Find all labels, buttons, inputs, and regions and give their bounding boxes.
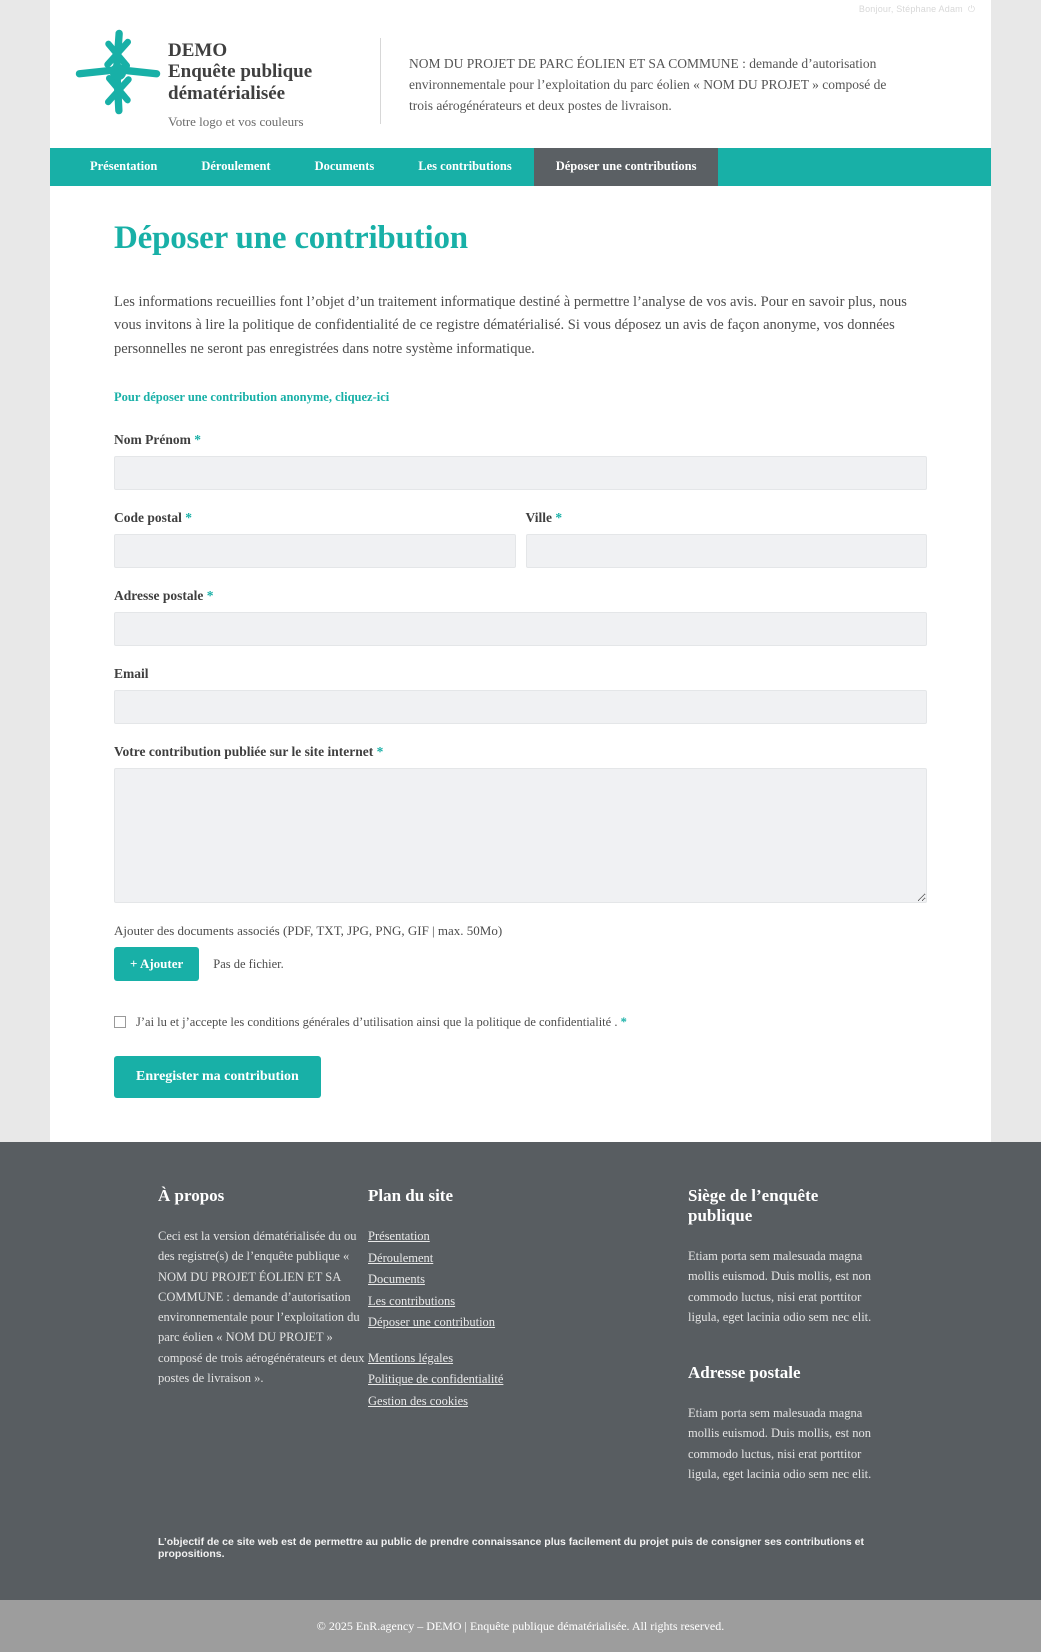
required-marker: * (194, 432, 201, 448)
logo-subtitle-2: dématérialisée (168, 82, 286, 104)
nav-item-presentation[interactable]: Présentation (90, 159, 158, 174)
name-input[interactable] (114, 456, 927, 490)
logo-title: DEMO (168, 40, 228, 61)
site-header (50, 18, 991, 148)
main-navigation (50, 148, 991, 186)
consent-row (114, 1015, 927, 1030)
field-label-city (526, 510, 928, 526)
field-label-address (114, 588, 927, 604)
footer-sitemap (368, 1186, 688, 1484)
power-icon[interactable]: ⏻ (967, 3, 975, 14)
field-row-postal-city (114, 510, 927, 568)
footer-about (158, 1186, 368, 1484)
site-footer (0, 1142, 1041, 1600)
copyright-text: © 2025 EnR.agency – DEMO | Enquête publique dématérialisée. All rights reserved. (316, 1618, 725, 1633)
email-input[interactable] (114, 690, 927, 724)
footer-link-les-contributions[interactable]: Les contributions (368, 1293, 456, 1308)
logo-subtitle-1: Enquête publique (168, 61, 313, 83)
add-file-button[interactable]: + Ajouter (114, 947, 199, 981)
footer-columns (50, 1186, 991, 1484)
city-input[interactable] (526, 534, 928, 568)
footer-link-politique-confidentialite[interactable]: Politique de confidentialité (368, 1372, 504, 1387)
footer-link-deposer-une-contribution[interactable]: Déposer une contribution (368, 1315, 496, 1330)
consent-label (136, 1015, 627, 1030)
intro-paragraph: Les informations recueillies font l’objet d’un traitement informatique destiné à permettre l’analyse de vos avis. Pour en savoir plus, nous vous invitons à lire la politique de confidentialité de ce registre dématérialisé. Si vous déposez un avis de façon anonyme, vos données personnelles ne seront pas enregistrées dans notre système informatique. (114, 293, 907, 357)
footer-address-text: Etiam porta sem malesuada magna mollis euismod. Duis mollis, est non commodo luctus, nisi erat porttitor ligula, eget lacinia odio sem nec elit. (688, 1406, 872, 1481)
footer-note: L’objectif de ce site web est de permettre au public de prendre connaissance plus facilement du projet puis de consigner ses contributions et propositions. (158, 1536, 865, 1561)
required-marker: * (376, 744, 384, 760)
footer-link-presentation[interactable]: Présentation (368, 1229, 430, 1244)
postal-code-input[interactable] (114, 534, 516, 568)
field-label-postal-code-text: Code postal (114, 510, 182, 526)
field-contribution (114, 744, 927, 903)
field-label-contribution-text: Votre contribution publiée sur le site internet (114, 744, 374, 760)
file-status-text: Pas de fichier. (213, 956, 284, 971)
field-postal-code (114, 510, 516, 568)
footer-sitemap-title: Plan du site (368, 1186, 454, 1206)
consent-label-text: J’ai lu et j’accepte les conditions générales d’utilisation ainsi que la politique de confidentialité . (136, 1015, 618, 1030)
field-name (114, 432, 927, 490)
nav-item-deroulement[interactable]: Déroulement (201, 159, 271, 174)
footer-address-title: Adresse postale (688, 1363, 801, 1383)
field-label-name (114, 432, 927, 448)
address-input[interactable] (114, 612, 927, 646)
greeting-text: Bonjour, Stéphane Adam (858, 4, 963, 14)
nav-item-documents[interactable]: Documents (314, 159, 375, 174)
upload-row (114, 947, 927, 981)
logo-tagline: Votre logo et vos couleurs (168, 113, 304, 129)
footer-link-mentions-legales[interactable]: Mentions légales (368, 1350, 454, 1365)
field-label-city-text: Ville (525, 510, 552, 526)
footer-contact (688, 1186, 883, 1484)
main-content (50, 186, 991, 1142)
required-marker: * (555, 510, 563, 526)
nav-item-deposer-une-contribution[interactable]: Déposer une contributions (534, 148, 719, 186)
starburst-logo-icon (72, 26, 164, 118)
consent-checkbox[interactable] (114, 1016, 126, 1028)
utility-bar (50, 0, 991, 18)
field-label-email: Email (114, 666, 149, 682)
copyright-bar (0, 1600, 1041, 1652)
project-description: NOM DU PROJET DE PARC ÉOLIEN ET SA COMMUNE : demande d’autorisation environnementale pour l’exploitation du parc éolien « NOM DU PROJET » composé de trois aérogénérateurs et deux postes de livraison. (409, 56, 887, 113)
field-label-name-text: Nom Prénom (114, 432, 191, 448)
field-address (114, 588, 927, 646)
page-title: Déposer une contribution (114, 219, 468, 256)
footer-link-documents[interactable]: Documents (368, 1272, 425, 1287)
required-marker: * (206, 588, 214, 604)
logo-text-block (164, 24, 312, 130)
required-marker: * (185, 510, 193, 526)
logo[interactable] (50, 24, 380, 130)
upload-hint: Ajouter des documents associés (PDF, TXT, JPG, PNG, GIF | max. 50Mo) (114, 923, 503, 939)
submit-contribution-button[interactable]: Enregister ma contribution (114, 1056, 321, 1098)
contribution-textarea[interactable] (114, 768, 927, 903)
footer-link-deroulement[interactable]: Déroulement (368, 1250, 434, 1265)
field-label-postal-code (114, 510, 516, 526)
field-label-address-text: Adresse postale (114, 588, 204, 604)
field-city (526, 510, 928, 568)
required-marker: * (620, 1015, 627, 1030)
footer-seat-title: Siège de l’enquête publique (688, 1186, 819, 1226)
footer-seat-text: Etiam porta sem malesuada magna mollis euismod. Duis mollis, est non commodo luctus, nisi erat porttitor ligula, eget lacinia odio sem nec elit. (688, 1249, 872, 1324)
field-email (114, 666, 927, 724)
nav-item-les-contributions[interactable]: Les contributions (418, 159, 512, 174)
footer-about-text: Ceci est la version dématérialisée du ou des registre(s) de l’enquête publique « NOM DU PROJET ÉOLIEN ET SA COMMUNE : demande d’autorisation environnementale pour l’exploitation du parc éolien « NOM DU PROJET » composé de trois aérogénérateurs et deux postes de livraison ». (158, 1229, 365, 1385)
field-label-contribution (114, 744, 927, 760)
footer-about-title: À propos (158, 1186, 225, 1206)
anonymous-contribution-link[interactable]: Pour déposer une contribution anonyme, cliquez-ici (114, 390, 390, 405)
footer-link-gestion-cookies[interactable]: Gestion des cookies (368, 1393, 468, 1408)
site-container (50, 0, 991, 1142)
